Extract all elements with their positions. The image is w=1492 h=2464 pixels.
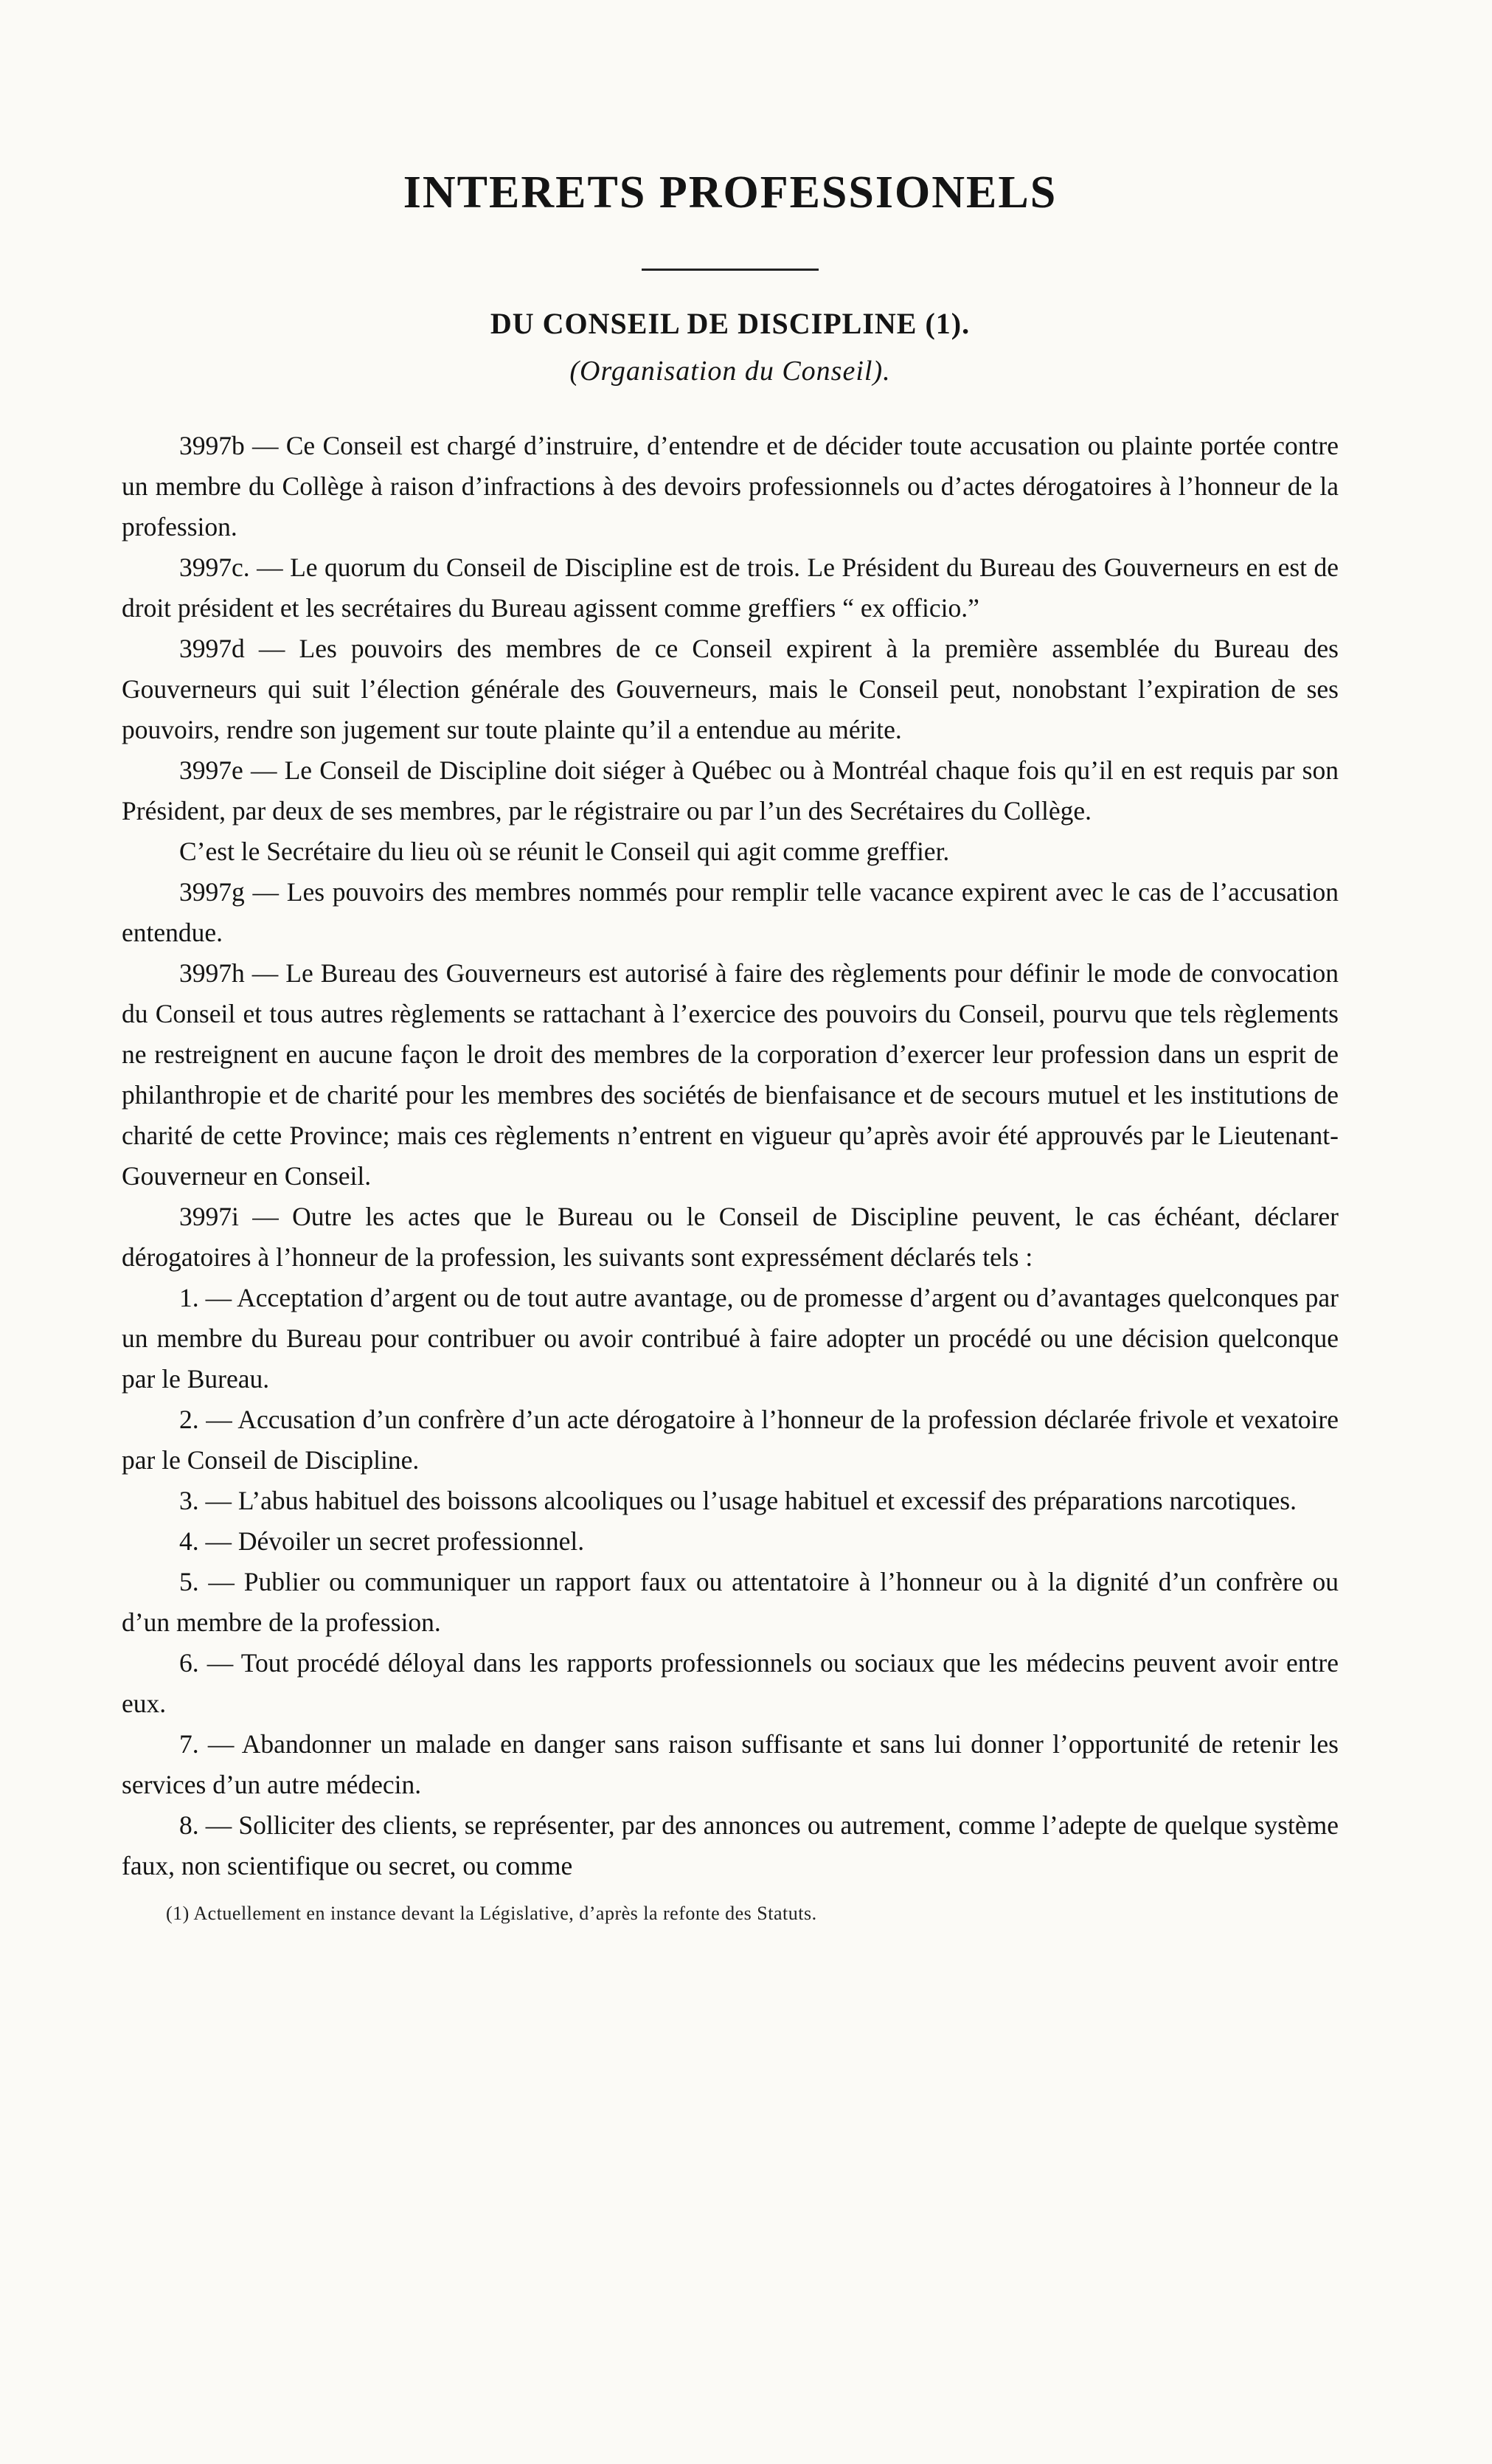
- list-item-8: 8. — Solliciter des clients, se représenter, par des annonces ou autrement, comme l’adepte de quelque système faux, non scientifique ou secret, ou comme: [122, 1810, 1339, 1880]
- paragraph-3997g: 3997g — Les pouvoirs des membres nommés pour remplir telle vacance expirent avec le cas de l’accusation entendue.: [122, 876, 1339, 947]
- list-item-5: 5. — Publier ou communiquer un rapport faux ou attentatoire à l’honneur ou à la dignité d’un confrère ou d’un membre de la profession.: [122, 1566, 1339, 1637]
- list-item-7: 7. — Abandonner un malade en danger sans raison suffisante et sans lui donner l’opportunité de retenir les services d’un autre médecin.: [122, 1728, 1339, 1799]
- paragraph-3997d: 3997d — Les pouvoirs des membres de ce Conseil expirent à la première assemblée du Bureau des Gouverneurs qui suit l’élection générale des Gouverneurs, mais le Conseil peut, nonobstant l’expiration de ses pouvoirs, rendre son jugement sur toute plainte qu’il a entendue au mérite.: [122, 633, 1339, 744]
- paragraph-3997e: 3997e — Le Conseil de Discipline doit siéger à Québec ou à Montréal chaque fois qu’il en est requis par son Président, par deux de ses membres, par le régistraire ou par l’un des Secrétaires du Collège.: [122, 755, 1339, 826]
- list-item-6: 6. — Tout procédé déloyal dans les rapports professionnels ou sociaux que les médecins peuvent avoir entre eux.: [122, 1647, 1339, 1718]
- title-divider: [642, 269, 819, 271]
- list-item-3: 3. — L’abus habituel des boissons alcooliques ou l’usage habituel et excessif des préparations narcotiques.: [179, 1485, 1297, 1515]
- document-page: [122, 167, 1339, 2420]
- paragraph-3997c: 3997c. — Le quorum du Conseil de Discipline est de trois. Le Président du Bureau des Gouverneurs en est de droit président et les secrétaires du Bureau agissent comme greffiers “ ex officio.”: [122, 552, 1339, 623]
- section-title: DU CONSEIL DE DISCIPLINE (1).: [490, 307, 971, 340]
- document-body: [122, 426, 1339, 1886]
- paragraph-3997h: 3997h — Le Bureau des Gouverneurs est autorisé à faire des règlements pour définir le mode de convocation du Conseil et tous autres règlements se rattachant à l’exercice des pouvoirs du Conseil, pourvu que tels règlements ne restreignent en aucune façon le droit des membres de la corporation d’exercer leur profession dans un esprit de philanthropie et de charité pour les membres des sociétés de bienfaisance et de secours mutuel et les institutions de charité de cette Province; mais ces règlements n’entrent en vigueur qu’après avoir été approuvés par le Lieutenant-Gouverneur en Conseil.: [122, 958, 1339, 1191]
- page-title: INTERETS PROFESSIONELS: [403, 167, 1058, 218]
- paragraph-3997b: 3997b — Ce Conseil est chargé d’instruire, d’entendre et de décider toute accusation ou plainte portée contre un membre du Collège à raison d’infractions à des devoirs professionnels ou d’actes dérogatoires à l’honneur de la profession.: [122, 430, 1339, 541]
- section-subtitle: (Organisation du Conseil).: [569, 356, 891, 387]
- paragraph-3997i: 3997i — Outre les actes que le Bureau ou le Conseil de Discipline peuvent, le cas échéant, déclarer dérogatoires à l’honneur de la profession, les suivants sont expressément déclarés tels :: [122, 1201, 1339, 1272]
- list-item-2: 2. — Accusation d’un confrère d’un acte dérogatoire à l’honneur de la profession déclarée frivole et vexatoire par le Conseil de Discipline.: [122, 1404, 1339, 1475]
- list-item-1: 1. — Acceptation d’argent ou de tout autre avantage, ou de promesse d’argent ou d’avantages quelconques par un membre du Bureau pour contribuer ou avoir contribué à faire adopter un procédé ou une décision quelconque par le Bureau.: [122, 1282, 1339, 1394]
- list-item-4: 4. — Dévoiler un secret professionnel.: [179, 1526, 585, 1556]
- paragraph-greffier: C’est le Secrétaire du lieu où se réunit le Conseil qui agit comme greffier.: [179, 836, 950, 866]
- footnote: (1) Actuellement en instance devant la Législative, d’après la refonte des Statuts.: [166, 1902, 817, 1924]
